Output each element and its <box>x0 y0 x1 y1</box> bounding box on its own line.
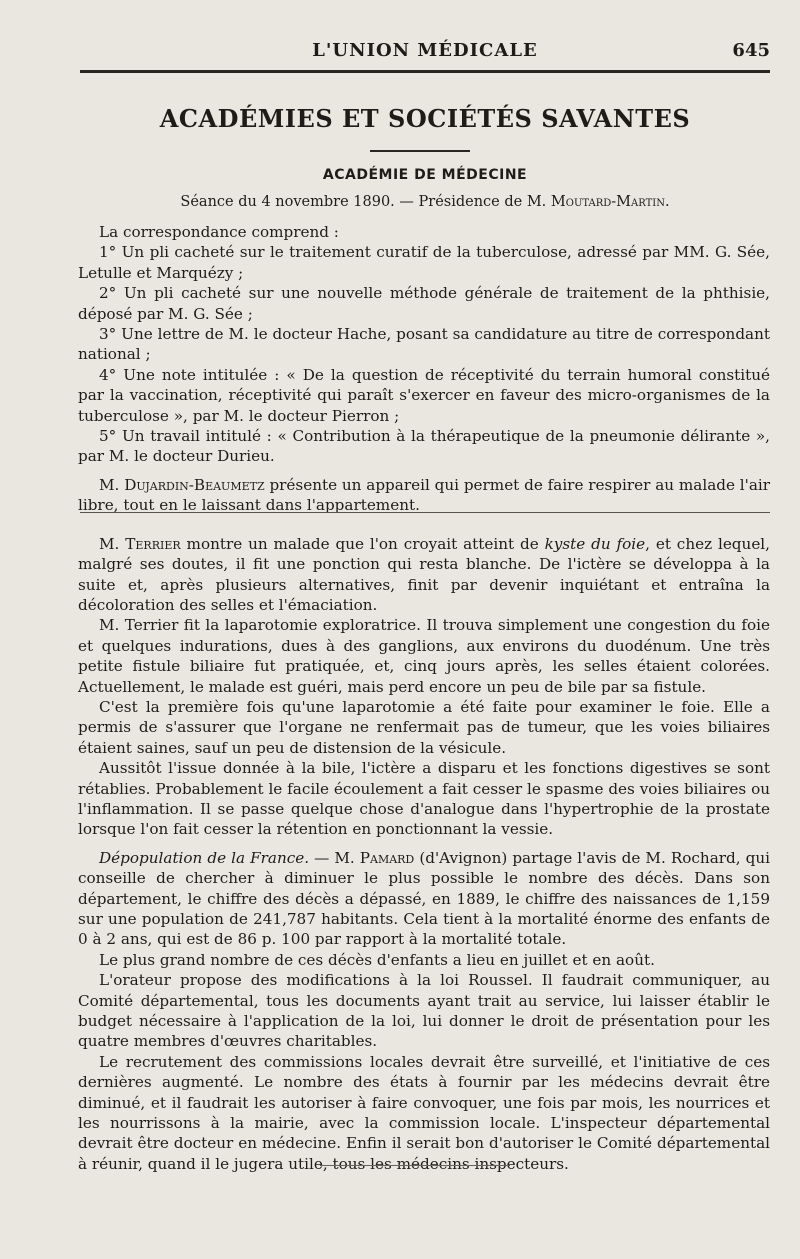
correspondance-intro: La correspondance comprend : <box>99 223 339 241</box>
terrier-diagnosis: kyste du foie <box>544 534 646 553</box>
depopulation-paragraph-3: L'orateur propose des modifications à la loi Roussel. Il faudrait communiquer, au Comité départemental, tous les documents ayant trait au service, lui laisser établir le budget nécessaire à l'application de la loi, lui donner le droit de présentation pour les quatre membres d'œuvres charitables. <box>78 971 770 1051</box>
correspondance-item-2: 2° Un pli cacheté sur une nouvelle méthode générale de traitement de la phthisie, déposé par M. G. Sée ; <box>78 284 770 323</box>
section-title: ACADÉMIES ET SOCIÉTÉS SAVANTES <box>159 104 691 133</box>
terrier-name: Terrier <box>125 534 181 553</box>
correspondance-item-4: 4° Une note intitulée : « De la question de réceptivité du terrain humoral constitué par la vaccination, réceptivité qui paraît s'exercer en faveur des micro-organismes de la tuberculose », par M. le docteur Pierron ; <box>78 365 770 425</box>
terrier-paragraph-2: M. Terrier fit la laparotomie exploratrice. Il trouva simplement une congestion du foie et quelques indurations, dues à des ganglions, aux environs du duodénum. Une très petite fistule biliaire fut pratiquée, et, cinq jours après, les selles étaient colorées. Actuellement, le malade est guéri, mais perd encore un peu de bile par sa fistule. <box>78 616 770 696</box>
terrier-text-a: montre un malade que l'on croyait atteint de <box>180 534 545 553</box>
session-line <box>80 194 770 210</box>
terrier-paragraph-1: M. Terrier montre un malade que l'on croyait atteint de kyste du foie, et chez lequel, malgré ses doutes, il fit une ponction qui resta blanche. De l'ictère se développa à la suite et, après plusieurs alternatives, finit par devenir inquiétant et entraîna la décoloration des selles et l'émaciation. <box>78 534 770 614</box>
depopulation-title: Dépopulation de la France. <box>99 848 310 867</box>
title-rule <box>370 150 470 152</box>
dujardin-paragraph: M. Dujardin-Beaumetz présente un appareil qui permet de faire respirer au malade l'air libre, tout en le laissant dans l'appartement. <box>78 475 770 515</box>
depopulation-paragraph-2: Le plus grand nombre de ces décès d'enfants a lieu en juillet et en août. <box>99 950 655 969</box>
page-number: 645 <box>732 40 770 61</box>
section-divider <box>80 512 770 513</box>
depopulation-paragraph-4: Le recrutement des commissions locales devrait être surveillé, et l'initiative de ces dernières augmenté. Le nombre des états à fournir par les médecins devrait être diminué, et il faudrait les autoriser à faire convoquer, une fois par mois, les nourrices et les nourrissons à la mairie, avec la commission locale. L'inspecteur départemental devrait être docteur en médecine. Enfin il serait bon d'autoriser le Comité départemental à réunir, quand il le jugera utile, tous les médecins inspecteurs. <box>78 1052 770 1173</box>
academy-heading: ACADÉMIE DE MÉDECINE <box>322 167 528 183</box>
session-suffix: . <box>664 194 670 210</box>
pamard-name: Pamard <box>359 848 415 867</box>
dujardin-name: Dujardin-Beaumetz <box>124 475 265 494</box>
correspondance-item-1: 1° Un pli cacheté sur le traitement curatif de la tuberculose, adressé par MM. G. Sée, Letulle et Marquézy ; <box>78 243 770 282</box>
running-head <box>80 40 770 70</box>
correspondance-item-5: 5° Un travail intitulé : « Contribution à la thérapeutique de la pneumonie délirante », par M. le docteur Durieu. <box>78 427 770 466</box>
session-president: Moutard-Martin <box>550 194 665 210</box>
article-body <box>78 222 770 1174</box>
depopulation-paragraph-1 <box>78 848 770 950</box>
depopulation-dash: — M. <box>309 848 360 867</box>
journal-title: L'UNION MÉDICALE <box>312 40 538 61</box>
terrier-paragraph-3: C'est la première fois qu'une laparotomie a été faite pour examiner le foie. Elle a permis de s'assurer que l'organe ne renfermait pas de tumeur, que les voies biliaires étaient saines, sauf un peu de distension de la vésicule. <box>78 697 770 757</box>
header-rule <box>80 70 770 73</box>
footer-rule <box>320 1165 510 1166</box>
correspondance-item-3: 3° Une lettre de M. le docteur Hache, posant sa candidature au titre de correspondant national ; <box>78 325 770 364</box>
terrier-paragraph-4: Aussitôt l'issue donnée à la bile, l'ictère a disparu et les fonctions digestives se sont rétablies. Probablement le facile écoulement a fait cesser le spasme des voies biliaires ou l'inflammation. Il se passe quelque chose d'analogue dans l'hypertrophie de la prostate lorsque l'on fait cesser la rétention en ponctionnant la vessie. <box>78 759 770 839</box>
terrier-text-b: , et chez lequel, malgré ses doutes, il fit une ponction qui resta blanche. De l'ictère se développa à la suite et, après plusieurs alternatives, finit par devenir inquiétant et entraîna la décoloration des selles et l'émaciation. <box>78 534 770 614</box>
session-prefix: Séance du 4 novembre 1890. — Présidence de M. <box>180 194 551 210</box>
depopulation-text-1: (d'Avignon) partage l'avis de M. Rochard, qui conseille de chercher à diminuer le plus possible le nombre des décès. Dans son département, le chiffre des décès a dépassé, en 1889, le chiffre des naissances de 1,159 sur une population de 241,787 habitants. Cela tient à la mortalité énorme des enfants de 0 à 2 ans, qui est de 86 p. 100 par rapport à la mortalité totale. <box>78 848 770 949</box>
dujardin-text: présente un appareil qui permet de faire respirer au malade l'air libre, tout en le laissant dans l'appartement. <box>78 475 770 515</box>
